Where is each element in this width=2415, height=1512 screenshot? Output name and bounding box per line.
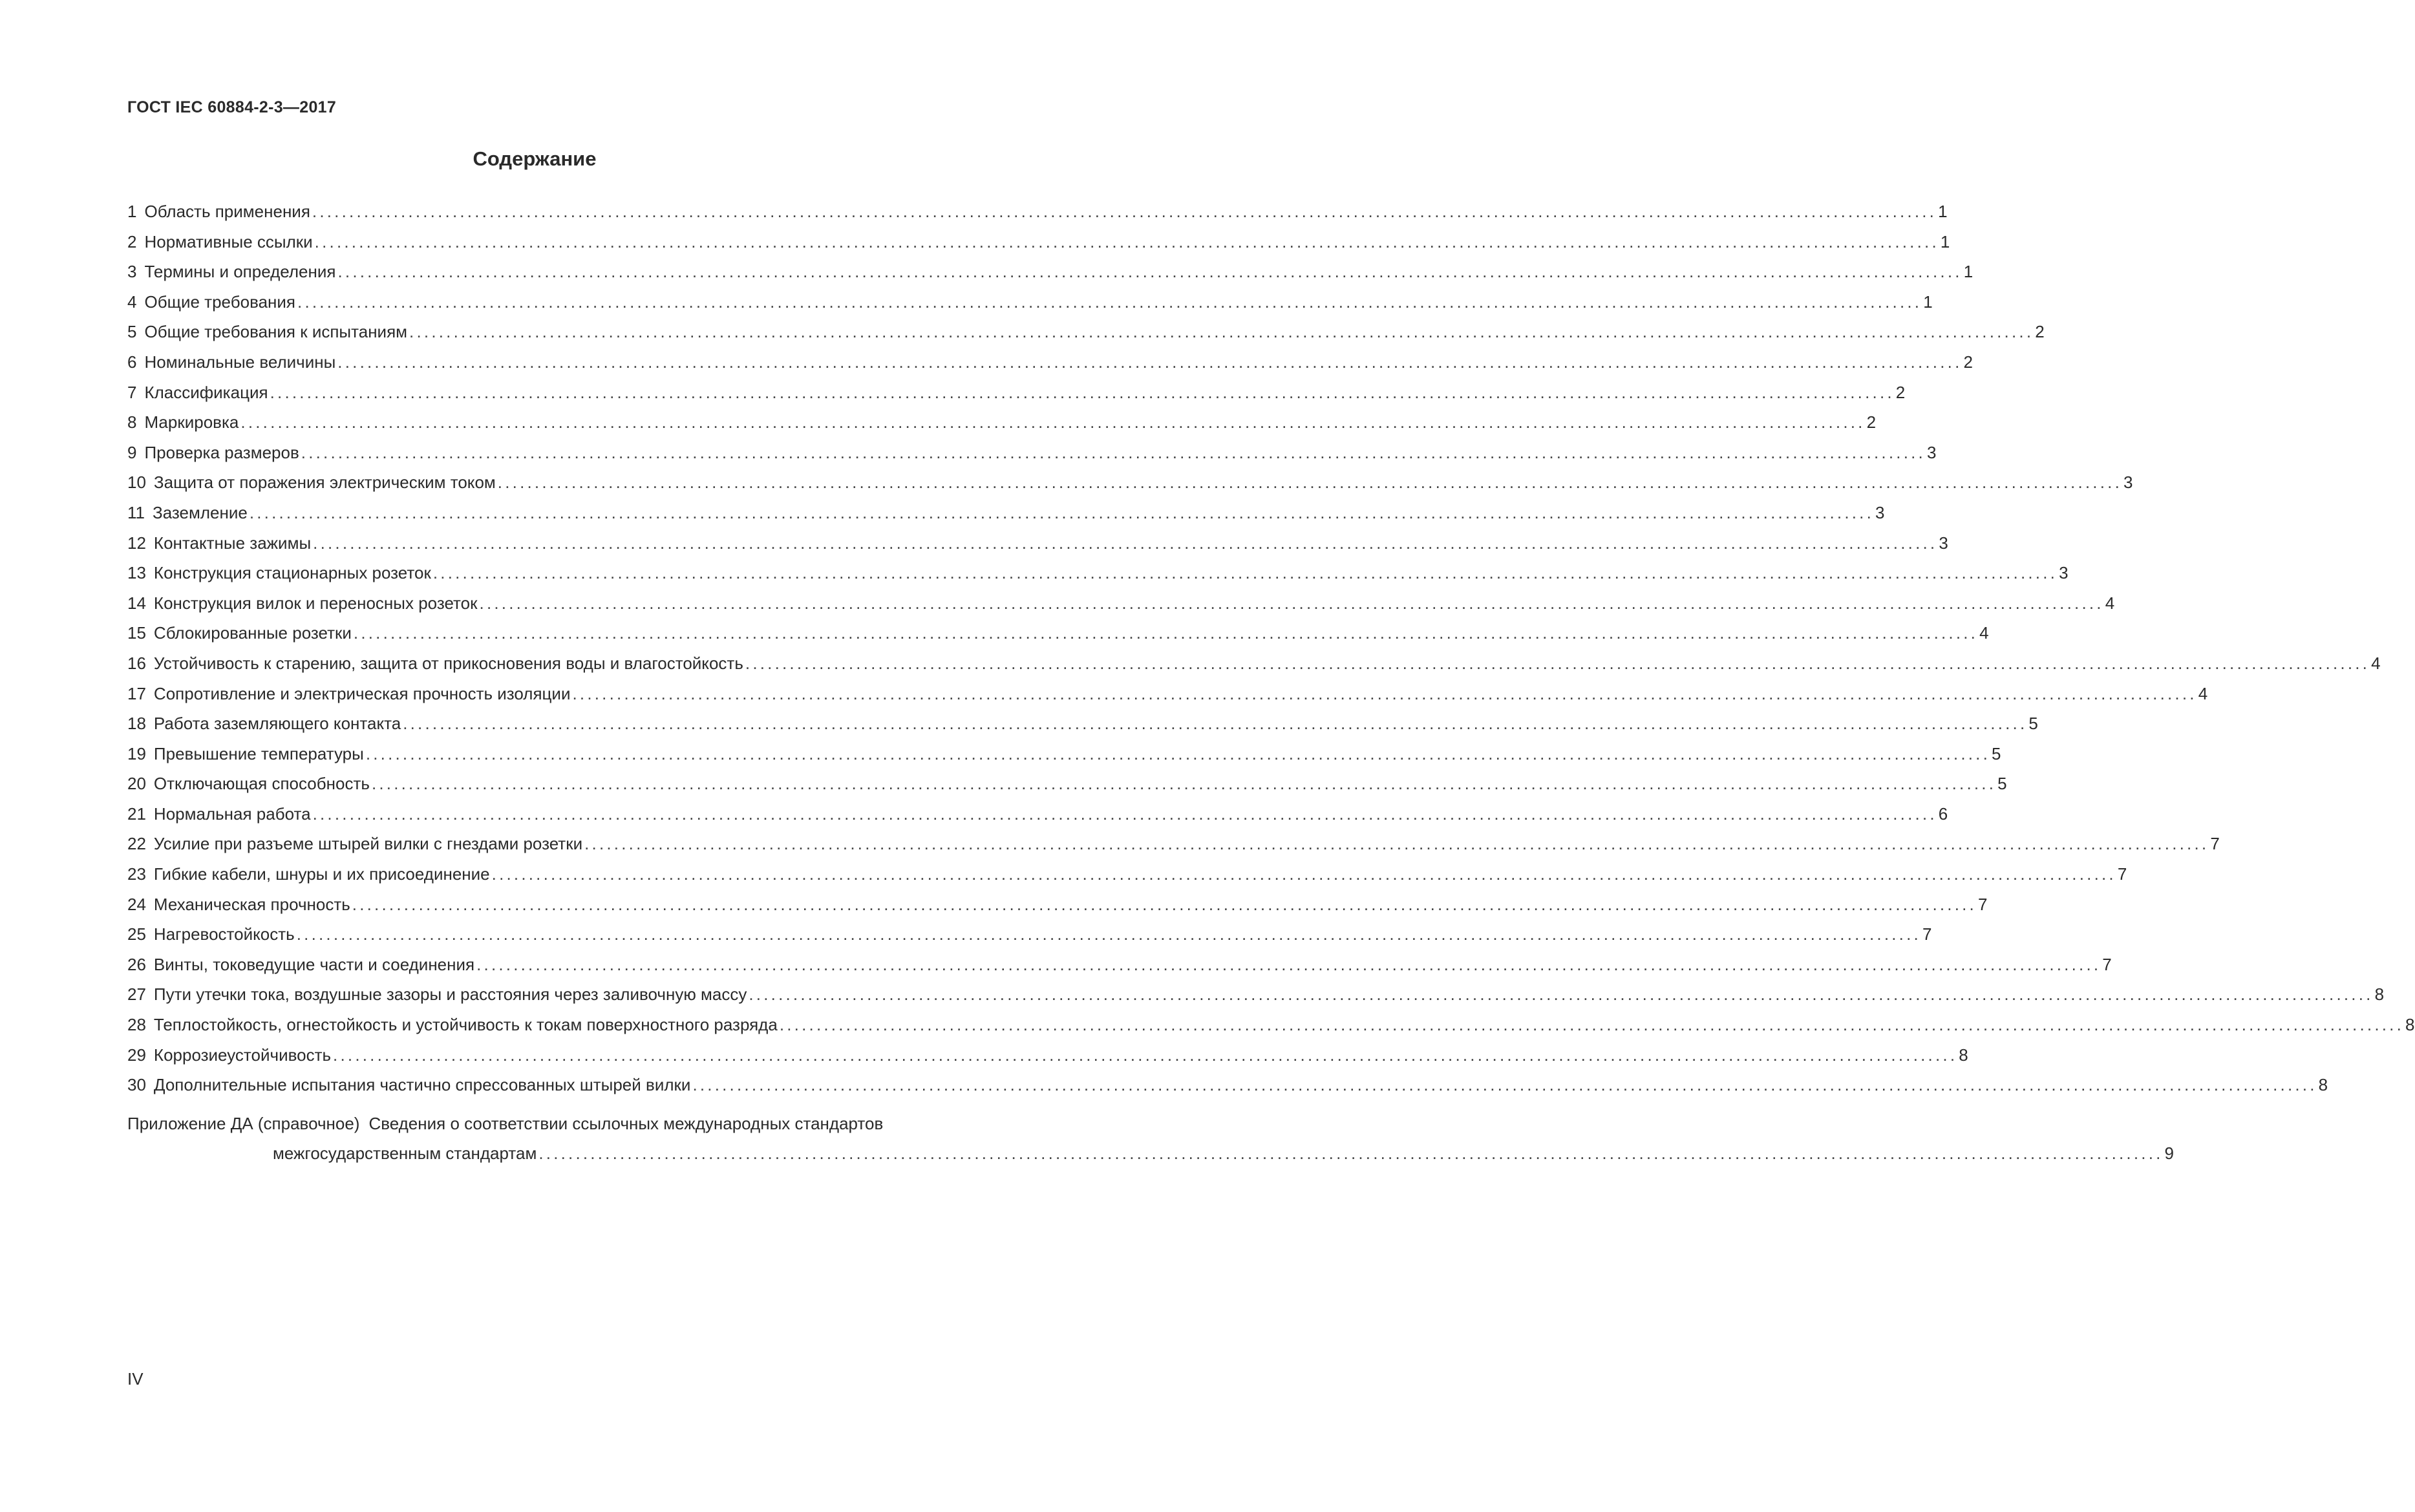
toc-item [127, 352, 1973, 382]
toc-item-title: Номинальные величины [144, 352, 336, 372]
toc-item-page: 7 [1922, 924, 1932, 944]
toc-title: Содержание [473, 147, 597, 170]
toc-item-title: Нормальная работа [153, 804, 311, 824]
toc-item-number: 6 [127, 352, 137, 372]
leader-dots: ............................................................................................................................................................................................................................ [337, 262, 1963, 282]
toc-item-title: Гибкие кабели, шнуры и их присоединение [153, 864, 490, 884]
toc-item-number: 22 [127, 834, 146, 854]
toc-item [127, 231, 1950, 262]
toc-item-number: 15 [127, 623, 146, 643]
toc-item-page: 1 [1938, 202, 1948, 221]
toc-item [127, 1045, 1968, 1075]
annex-description-line1: Сведения о соответствии ссылочных международных стандартов [368, 1114, 884, 1133]
annex-continuation [127, 1143, 2175, 1164]
toc-item-title: Пути утечки тока, воздушные зазоры и расстояния через заливочную массу [153, 985, 747, 1005]
toc-item-number: 19 [127, 743, 146, 763]
toc-item-page: 3 [2123, 473, 2133, 493]
toc-item-title: Общие требования к испытаниям [144, 322, 408, 342]
leader-dots: ............................................................................................................................................................................................................................ [314, 231, 1939, 251]
toc-item-number: 10 [127, 473, 146, 493]
leader-dots: ............................................................................................................................................................................................................................ [572, 683, 2197, 703]
toc-item-title: Проверка размеров [144, 442, 299, 462]
leader-dots: ............................................................................................................................................................................................................................ [312, 804, 1937, 824]
toc-item [127, 773, 2007, 804]
toc-item-title: Дополнительные испытания частично спрессованных штырей вилки [153, 1075, 691, 1095]
toc-item-title: Нормативные ссылки [144, 231, 313, 251]
toc-item-title: Отключающая способность [153, 774, 370, 794]
leader-dots: ............................................................................................................................................................................................................................ [371, 774, 1997, 794]
toc-item-page: 6 [1938, 804, 1948, 824]
toc-item-title: Конструкция стационарных розеток [153, 563, 431, 583]
toc-item [127, 292, 1933, 322]
leader-dots: ............................................................................................................................................................................................................................ [479, 593, 2104, 613]
toc-item [127, 472, 2133, 502]
toc-item-page: 5 [1992, 743, 2001, 763]
toc-item-title: Винты, токоведущие части и соединения [153, 954, 475, 974]
toc-item-page: 2 [2035, 322, 2045, 342]
toc-item-title: Сблокированные розетки [153, 623, 352, 643]
toc-item-title: Нагревостойкость [153, 924, 295, 944]
toc-item-page: 3 [2059, 563, 2069, 583]
toc-item-number: 23 [127, 864, 146, 884]
leader-dots: ............................................................................................................................................................................................................................ [249, 502, 1875, 522]
toc-item [127, 442, 1937, 473]
leader-dots: ............................................................................................................................................................................................................................ [432, 563, 2058, 583]
annex-page-number: 9 [2164, 1144, 2175, 1163]
toc-item-page: 8 [2318, 1075, 2328, 1095]
page-number: IV [127, 1369, 144, 1389]
toc-item-number: 17 [127, 683, 146, 703]
toc-item [127, 954, 2112, 985]
leader-dots: ............................................................................................................................................................................................................................ [365, 743, 1991, 763]
leader-dots: ............................................................................................................................................................................................................................ [312, 202, 1937, 221]
leader-dots: ............................................................................................................................................................................................................................ [240, 412, 1866, 432]
annex-description-line2: межгосударственным стандартам [273, 1144, 537, 1163]
toc-item [127, 984, 2385, 1014]
leader-dots: ............................................................................................................................................................................................................................ [337, 352, 1963, 372]
toc-item-number: 25 [127, 924, 146, 944]
toc-item-title: Маркировка [144, 412, 239, 432]
leader-dots: ............................................................................................................................................................................................................................ [403, 714, 2028, 734]
toc-item-number: 8 [127, 412, 137, 432]
toc-item-title: Конструкция вилок и переносных розеток [153, 593, 478, 613]
leader-dots: ............................................................................................................................................................................................................................ [538, 1144, 2164, 1163]
leader-dots: ............................................................................................................................................................................................................................ [491, 864, 2116, 884]
toc-item-title: Термины и определения [144, 262, 336, 282]
toc-item [127, 683, 2208, 714]
toc-item [127, 1014, 2415, 1045]
toc-item-number: 3 [127, 262, 137, 282]
leader-dots: ............................................................................................................................................................................................................................ [301, 442, 1926, 462]
toc-item-number: 30 [127, 1075, 146, 1095]
leader-dots: ............................................................................................................................................................................................................................ [409, 322, 2034, 342]
toc-item-title: Усилие при разъеме штырей вилки с гнездами розетки [153, 834, 583, 854]
toc-item-page: 1 [1963, 262, 1973, 282]
toc-item-number: 20 [127, 774, 146, 794]
toc-item-page: 7 [1977, 894, 1988, 914]
annex-label: Приложение ДА (справочное) [127, 1114, 360, 1133]
toc-list [127, 201, 2415, 1105]
toc-item-number: 9 [127, 442, 137, 462]
toc-item-number: 1 [127, 202, 137, 221]
toc-item-page: 4 [2371, 653, 2381, 673]
toc-item-page: 5 [2028, 714, 2038, 734]
toc-item-page: 1 [1940, 231, 1950, 251]
toc-item-page: 3 [1939, 533, 1948, 553]
toc-item-page: 8 [1959, 1045, 1968, 1065]
toc-item-title: Общие требования [144, 292, 296, 312]
leader-dots: ............................................................................................................................................................................................................................ [297, 292, 1922, 312]
toc-item-number: 27 [127, 985, 146, 1005]
toc-item-title: Механическая прочность [153, 894, 350, 914]
toc-item [127, 201, 1948, 231]
toc-item-number: 5 [127, 322, 137, 342]
toc-item-number: 4 [127, 292, 137, 312]
toc-item-number: 12 [127, 533, 146, 553]
toc-item-number: 11 [127, 502, 145, 522]
leader-dots: ............................................................................................................................................................................................................................ [779, 1015, 2405, 1035]
toc-item [127, 261, 1973, 292]
toc-item-page: 2 [1895, 382, 1906, 402]
toc-item-number: 28 [127, 1015, 146, 1035]
leader-dots: ............................................................................................................................................................................................................................ [353, 623, 1979, 643]
toc-item [127, 894, 1988, 924]
toc-item-title: Область применения [144, 202, 310, 221]
toc-item [127, 321, 2045, 352]
toc-item [127, 804, 1948, 834]
toc-item-page: 4 [2198, 683, 2208, 703]
toc-item-title: Классификация [144, 382, 268, 402]
toc-item-page: 7 [2117, 864, 2127, 884]
toc-item [127, 833, 2220, 864]
toc-annex [127, 1113, 2175, 1164]
leader-dots: ............................................................................................................................................................................................................................ [584, 834, 2209, 854]
toc-item [127, 1074, 2328, 1105]
annex-heading [127, 1113, 988, 1134]
toc-item-title: Сопротивление и электрическая прочность изоляции [153, 683, 571, 703]
toc-item [127, 743, 2001, 774]
leader-dots: ............................................................................................................................................................................................................................ [497, 473, 2122, 493]
toc-item [127, 533, 1948, 563]
toc-item-title: Коррозиеустойчивость [153, 1045, 332, 1065]
toc-item-title: Устойчивость к старению, защита от прикосновения воды и влагостойкость [153, 653, 743, 673]
toc-item-page: 2 [1963, 352, 1973, 372]
toc-item-number: 24 [127, 894, 146, 914]
toc-item-number: 26 [127, 954, 146, 974]
toc-item [127, 502, 1885, 533]
toc-item-number: 18 [127, 714, 146, 734]
toc-item [127, 653, 2381, 683]
toc-item-number: 21 [127, 804, 146, 824]
toc-item-number: 14 [127, 593, 146, 613]
toc-item [127, 924, 1932, 954]
toc-item-number: 7 [127, 382, 137, 402]
leader-dots: ............................................................................................................................................................................................................................ [476, 954, 2101, 974]
toc-item-page: 7 [2102, 954, 2112, 974]
leader-dots: ............................................................................................................................................................................................................................ [270, 382, 1895, 402]
toc-item-title: Теплостойкость, огнестойкость и устойчивость к токам поверхностного разряда [153, 1015, 778, 1035]
toc-item-page: 8 [2374, 985, 2385, 1005]
toc-item [127, 713, 2038, 743]
toc-item-page: 5 [1997, 774, 2007, 794]
toc-item [127, 623, 1989, 653]
toc-item-title: Контактные зажимы [153, 533, 312, 553]
leader-dots: ............................................................................................................................................................................................................................ [333, 1045, 1958, 1065]
toc-item-page: 4 [2105, 593, 2115, 613]
toc-item-page: 2 [1866, 412, 1877, 432]
toc-item-title: Защита от поражения электрическим током [153, 473, 496, 493]
toc-item-title: Заземление [153, 502, 248, 522]
toc-item-title: Превышение температуры [153, 743, 364, 763]
toc-item-page: 8 [2405, 1015, 2415, 1035]
toc-item-page: 4 [1979, 623, 1989, 643]
toc-item-page: 7 [2210, 834, 2220, 854]
leader-dots: ............................................................................................................................................................................................................................ [692, 1075, 2317, 1095]
leader-dots: ............................................................................................................................................................................................................................ [296, 924, 1921, 944]
toc-item-number: 29 [127, 1045, 146, 1065]
document-code: ГОСТ IEC 60884-2-3—2017 [127, 98, 337, 116]
toc-item [127, 382, 1906, 412]
toc-item-page: 1 [1923, 292, 1933, 312]
toc-item-number: 16 [127, 653, 146, 673]
toc-item [127, 593, 2115, 623]
toc-item-number: 2 [127, 231, 137, 251]
toc-item [127, 864, 2127, 894]
toc-item-number: 13 [127, 563, 146, 583]
toc-item-title: Работа заземляющего контакта [153, 714, 401, 734]
leader-dots: ............................................................................................................................................................................................................................ [749, 985, 2374, 1005]
toc-item-page: 3 [1875, 502, 1885, 522]
leader-dots: ............................................................................................................................................................................................................................ [352, 894, 1977, 914]
leader-dots: ............................................................................................................................................................................................................................ [745, 653, 2370, 673]
toc-item [127, 562, 2069, 593]
toc-item-page: 3 [1926, 442, 1937, 462]
toc-item [127, 412, 1877, 442]
leader-dots: ............................................................................................................................................................................................................................ [313, 533, 1938, 553]
